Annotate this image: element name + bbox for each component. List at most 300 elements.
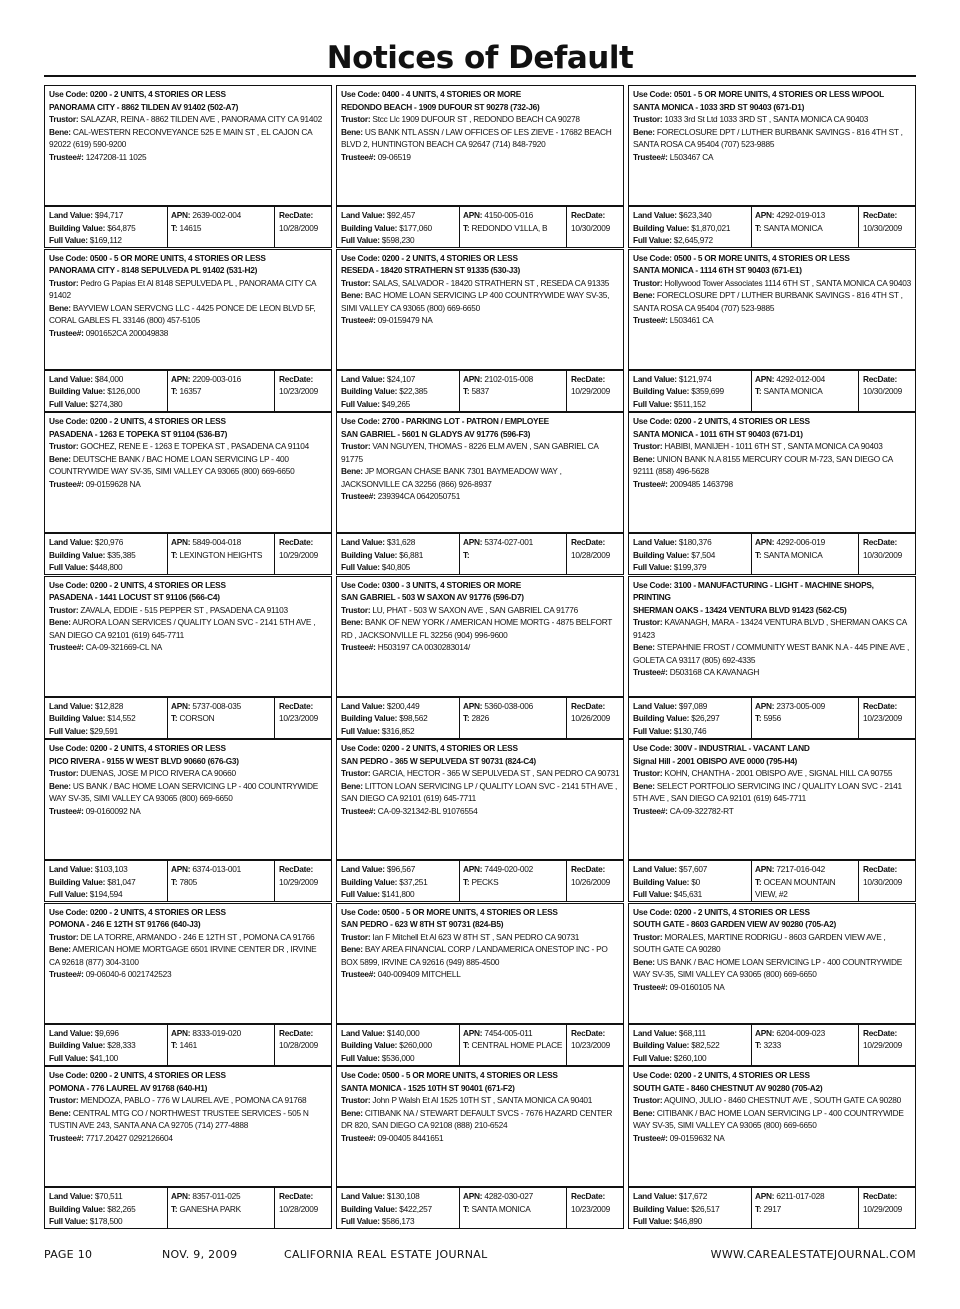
trustor-line — [633, 931, 912, 956]
full-value-field — [49, 725, 167, 738]
recdate-label: RecDate: — [863, 864, 897, 874]
tract-value: 14615 — [177, 222, 202, 233]
apn-label: APN: — [755, 1027, 775, 1038]
trustor-value: MORALES, MARTINE RODRIGU - 8603 GARDEN VIEW AVE , SOUTH GATE CA 90280 — [633, 931, 886, 954]
notice-entry — [336, 412, 624, 575]
use-code: Use Code: 0200 - 2 UNITS, 4 STORIES OR LESS — [49, 1070, 226, 1080]
tract-field — [171, 1203, 274, 1216]
recdate-label: RecDate: — [571, 1191, 605, 1201]
tract-label: T: — [171, 713, 178, 723]
use-code: Use Code: 300V - INDUSTRIAL - VACANT LAND — [633, 743, 810, 753]
tract-field — [171, 712, 274, 725]
building-value-label: Building Value: — [49, 876, 106, 887]
building-value-label: Building Value: — [341, 713, 398, 723]
trustee-label: Trustee#: — [49, 1132, 84, 1143]
values-col — [49, 863, 167, 901]
apn-field — [463, 1190, 566, 1203]
trustee-value: 09-0159479 NA — [375, 315, 433, 325]
apn-value: 2373-005-009 — [774, 700, 826, 711]
apn-field — [755, 373, 858, 386]
trustee-label: Trustee#: — [49, 478, 84, 489]
land-value-field — [633, 1190, 751, 1203]
apn-label: APN: — [755, 700, 775, 711]
full-value-value: $274,380 — [87, 398, 123, 409]
recdate-col — [860, 700, 915, 725]
land-value-label: Land Value: — [633, 1191, 677, 1201]
trustee-value: 09-0159628 NA — [83, 478, 141, 489]
notice-text — [336, 576, 624, 697]
values-col — [49, 700, 167, 738]
tract-field — [463, 712, 566, 725]
use-code: Use Code: 0500 - 5 OR MORE UNITS, 4 STORIES OR LESS — [49, 252, 266, 263]
apn-value: 8333-019-020 — [190, 1027, 242, 1038]
building-value-label: Building Value: — [49, 222, 106, 233]
tract-value: 2826 — [469, 713, 489, 723]
full-value-field — [49, 1052, 167, 1065]
bene-value: FORECLOSURE DPT / LUTHER BURBANK SAVINGS - 816 4TH ST , SANTA ROSA CA 95404 (707) 523-9885 — [633, 126, 903, 149]
values-col — [49, 373, 167, 411]
property-address: SAN GABRIEL - 5601 N GLADYS AV 91776 (596-F3) — [341, 428, 531, 439]
full-value-label: Full Value: — [49, 562, 88, 572]
bene-label: Bene: — [49, 302, 71, 313]
land-value-label: Land Value: — [49, 537, 93, 547]
tract-value: SANTA MONICA — [761, 549, 823, 560]
recdate-value: 10/28/2009 — [279, 222, 319, 233]
full-value-label: Full Value: — [49, 1216, 88, 1226]
building-value-field — [633, 222, 751, 235]
apn-col — [167, 1025, 275, 1065]
trustor-line — [49, 1094, 328, 1107]
trustee-line — [633, 981, 912, 994]
trustee-label: Trustee#: — [633, 1132, 668, 1143]
building-value-value: $82,265 — [105, 1203, 136, 1214]
recdate-col — [568, 863, 623, 888]
recdate-col — [568, 373, 623, 398]
land-value-field — [633, 863, 751, 876]
apn-field — [463, 209, 566, 222]
notice-entry — [44, 1066, 332, 1229]
land-value-value: $92,457 — [384, 210, 416, 220]
tract-value: SANTA MONICA — [469, 1203, 531, 1214]
trustor-value: GARCIA, HECTOR - 365 W SEPULVEDA ST , SAN PEDRO CA 90731 — [370, 768, 620, 778]
notice-text — [336, 85, 624, 206]
trustee-line — [49, 968, 328, 981]
apn-label: APN: — [755, 373, 775, 384]
apn-col — [167, 534, 275, 574]
full-value-value: $49,265 — [379, 398, 411, 409]
recdate-label: RecDate: — [863, 1027, 897, 1038]
trustee-line — [633, 151, 912, 164]
full-value-label: Full Value: — [49, 725, 88, 736]
building-value-field — [49, 712, 167, 725]
tract-field — [463, 1203, 566, 1216]
apn-field — [171, 700, 274, 713]
tract-field — [171, 222, 274, 235]
trustee-label: Trustee#: — [49, 642, 84, 652]
land-value-value: $84,000 — [92, 373, 124, 384]
building-value-field — [341, 1203, 459, 1216]
apn-value: 7217-016-042 — [774, 864, 826, 874]
notice-entry — [336, 85, 624, 248]
building-value-label: Building Value: — [633, 1040, 690, 1050]
apn-label: APN: — [463, 1027, 483, 1038]
tract-label: T: — [755, 713, 762, 723]
column-2 — [336, 85, 624, 1230]
apn-field — [755, 863, 858, 876]
full-value-field — [341, 888, 459, 901]
trustor-label: Trustor: — [49, 931, 79, 942]
apn-label: APN: — [171, 864, 191, 874]
use-code: Use Code: 0500 - 5 OR MORE UNITS, 4 STORIES OR LESS — [341, 1070, 558, 1080]
use-code: Use Code: 0200 - 2 UNITS, 4 STORIES OR LESS — [49, 743, 226, 753]
bene-label: Bene: — [341, 944, 363, 954]
trustee-value: 09-0160105 NA — [667, 981, 725, 992]
trustee-label: Trustee#: — [341, 315, 376, 325]
full-value-label: Full Value: — [633, 725, 672, 736]
recdate-label: RecDate: — [571, 700, 605, 711]
apn-col — [751, 861, 859, 901]
building-value-value: $81,047 — [105, 876, 136, 887]
full-value-field — [341, 234, 459, 247]
trustee-line — [49, 641, 328, 654]
notice-text — [336, 1066, 624, 1187]
trustor-label: Trustor: — [341, 441, 371, 451]
property-address: REDONDO BEACH - 1909 DUFOUR ST 90278 (732-J6) — [341, 101, 540, 112]
trustee-line — [341, 968, 620, 981]
trustee-line — [633, 1132, 912, 1145]
bene-line — [341, 126, 620, 151]
apn-col — [167, 371, 275, 411]
full-value-label: Full Value: — [633, 562, 672, 572]
bene-line — [341, 943, 620, 968]
trustee-value: 09-06519 — [375, 151, 411, 162]
notice-text — [44, 903, 332, 1024]
land-value-value: $130,108 — [384, 1191, 420, 1201]
tract-label: T: — [171, 386, 178, 396]
trustee-line — [341, 805, 620, 818]
tract-label: T: — [755, 1203, 762, 1214]
land-value-field — [633, 1027, 751, 1040]
tract-field — [463, 549, 566, 562]
land-value-label: Land Value: — [49, 1027, 93, 1038]
property-address: SANTA MONICA - 1033 3RD ST 90403 (671-D1) — [633, 101, 805, 112]
bene-value: US BANK NTL ASSN / LAW OFFICES OF LES ZIEVE - 17682 BEACH BLVD 2, HUNTINGTON BEACH CA 92647 (714) 848-7920 — [341, 126, 612, 149]
use-code: Use Code: 0200 - 2 UNITS, 4 STORIES OR LESS — [49, 89, 226, 99]
building-value-value: $126,000 — [105, 386, 140, 396]
apn-field — [171, 536, 274, 549]
bene-value: BAYVIEW LOAN SERVCNG LLC - 4425 PONCE DE LEON BLVD 5F, CORAL GABLES FL 33146 (800) 457-5105 — [49, 302, 316, 325]
values-col — [341, 373, 459, 411]
land-value-label: Land Value: — [49, 700, 93, 711]
trustor-line — [49, 440, 328, 453]
apn-field — [755, 209, 858, 222]
notice-values — [628, 206, 916, 248]
trustee-value: 09-0159632 NA — [667, 1132, 725, 1143]
apn-value: 2639-002-004 — [190, 210, 242, 220]
bene-label: Bene: — [49, 1107, 71, 1118]
property-address: SANTA MONICA - 1114 6TH ST 90403 (671-E1) — [633, 265, 802, 275]
bene-label: Bene: — [633, 642, 655, 652]
trustor-label: Trustor: — [341, 114, 371, 124]
building-value-field — [633, 1039, 751, 1052]
land-value-field — [633, 536, 751, 549]
bene-value: LITTON LOAN SERVICING LP / QUALITY LOAN SVC - 2141 5TH AVE , SAN DIEGO CA 92101 (619) 645-7711 — [341, 780, 618, 803]
tract-field — [171, 876, 274, 889]
notice-entry — [44, 739, 332, 902]
trustor-value: AQUINO, JULIO - 8460 CHESTNUT AVE , SOUTH GATE CA 90280 — [662, 1095, 902, 1105]
notice-text — [44, 249, 332, 370]
apn-col — [459, 861, 567, 901]
trustor-value: ZAVALA, EDDIE - 515 PEPPER ST , PASADENA CA 91103 — [78, 604, 288, 615]
tract-value: 2917 — [761, 1203, 781, 1214]
property-address: SAN PEDRO - 623 W 8TH ST 90731 (824-B5) — [341, 919, 504, 929]
recdate-value: 10/28/2009 — [279, 1040, 319, 1050]
apn-col — [459, 1025, 567, 1065]
land-value-field — [49, 536, 167, 549]
recdate-label: RecDate: — [863, 1191, 897, 1201]
trustee-line — [633, 666, 912, 679]
apn-col — [167, 698, 275, 738]
trustee-line — [341, 1132, 620, 1145]
bene-line — [341, 289, 620, 314]
full-value-field — [341, 398, 459, 411]
building-value-value: $64,875 — [105, 222, 136, 233]
notice-values — [336, 370, 624, 412]
recdate-col — [276, 863, 331, 888]
land-value-value: $24,107 — [384, 373, 416, 384]
land-value-label: Land Value: — [633, 537, 677, 547]
notice-values — [336, 533, 624, 575]
full-value-field — [633, 398, 751, 411]
trustee-value: D503168 CA KAVANAGH — [667, 667, 760, 677]
trustee-line — [633, 805, 912, 818]
full-value-label: Full Value: — [341, 398, 380, 409]
full-value-field — [49, 398, 167, 411]
bene-line — [49, 126, 328, 151]
trustor-label: Trustor: — [49, 604, 79, 615]
values-col — [633, 209, 751, 247]
full-value-label: Full Value: — [49, 1052, 88, 1063]
recdate-label: RecDate: — [571, 373, 605, 384]
tract-label: T: — [755, 222, 762, 233]
notices-grid — [44, 85, 916, 1230]
recdate-value: 10/28/2009 — [571, 549, 611, 560]
notice-values — [44, 860, 332, 902]
recdate-value: 10/23/2009 — [863, 713, 903, 723]
building-value-value: $422,257 — [397, 1203, 432, 1214]
building-value-value: $6,881 — [397, 549, 424, 560]
land-value-value: $97,089 — [676, 700, 708, 711]
use-code: Use Code: 0200 - 2 UNITS, 4 STORIES OR LESS — [341, 743, 518, 753]
values-col — [633, 373, 751, 411]
building-value-label: Building Value: — [633, 222, 690, 233]
trustor-label: Trustor: — [49, 1095, 79, 1105]
land-value-field — [49, 209, 167, 222]
notice-entry — [628, 1066, 916, 1229]
trustor-value: DUENAS, JOSE M PICO RIVERA CA 90660 — [78, 768, 236, 778]
full-value-label: Full Value: — [633, 235, 672, 245]
values-col — [341, 1027, 459, 1065]
column-1 — [44, 85, 332, 1230]
full-value-label: Full Value: — [341, 1052, 380, 1063]
apn-field — [463, 373, 566, 386]
building-value-field — [633, 876, 751, 889]
page-title: Notices of Default — [326, 40, 634, 76]
trustee-label: Trustee#: — [341, 969, 376, 979]
apn-col — [459, 207, 567, 247]
tract-field — [171, 1039, 274, 1052]
land-value-field — [49, 1190, 167, 1203]
tract-label: T: — [463, 549, 470, 560]
use-code: Use Code: 0200 - 2 UNITS, 4 STORIES OR LESS — [633, 906, 810, 917]
property-address: Signal Hill - 2001 OBISPO AVE 0000 (795-H4) — [633, 755, 798, 766]
bene-line — [49, 1107, 328, 1132]
land-value-value: $20,976 — [92, 537, 124, 547]
trustor-label: Trustor: — [49, 114, 79, 124]
recdate-value: 10/30/2009 — [863, 222, 903, 233]
trustor-label: Trustor: — [341, 604, 371, 615]
bene-value: FORECLOSURE DPT / LUTHER BURBANK SAVINGS - 816 4TH ST , SANTA ROSA CA 95404 (707) 523-9885 — [633, 290, 903, 313]
use-code: Use Code: 0400 - 4 UNITS, 4 STORIES OR MORE — [341, 89, 521, 99]
recdate-value: 10/29/2009 — [279, 876, 319, 887]
building-value-value: $26,517 — [689, 1203, 720, 1214]
full-value-field — [633, 1215, 751, 1228]
land-value-label: Land Value: — [341, 537, 385, 547]
building-value-field — [633, 549, 751, 562]
recdate-col — [568, 209, 623, 234]
full-value-label: Full Value: — [49, 889, 88, 899]
building-value-field — [341, 876, 459, 889]
bene-line — [633, 453, 912, 478]
full-value-field — [341, 725, 459, 738]
trustor-line — [341, 604, 620, 617]
trustor-value: Pedro G Papias Et Al 8148 SEPULVEDA PL , PANORAMA CITY CA 91402 — [49, 277, 316, 300]
apn-col — [751, 207, 859, 247]
land-value-value: $9,696 — [92, 1027, 119, 1038]
recdate-col — [860, 863, 915, 888]
bene-line — [341, 616, 620, 641]
notice-entry — [44, 412, 332, 575]
property-address: PASADENA - 1441 LOCUST ST 91106 (566-C4) — [49, 592, 220, 602]
values-col — [49, 1027, 167, 1065]
trustor-line — [49, 113, 328, 126]
use-code: Use Code: 3100 - MANUFACTURING - LIGHT - MACHINE SHOPS, PRINTING — [633, 579, 874, 602]
property-address: PANORAMA CITY - 8862 TILDEN AV 91402 (502-A7) — [49, 101, 239, 112]
trustee-label: Trustee#: — [341, 491, 376, 501]
apn-label: APN: — [463, 537, 483, 547]
tract-field — [755, 549, 858, 562]
tract-value: 5956 — [761, 713, 781, 723]
trustor-value: Ian F Mitchell Et Al 623 W 8TH ST , SAN PEDRO CA 90731 — [370, 931, 580, 942]
land-value-value: $180,376 — [676, 537, 712, 547]
recdate-col — [568, 1027, 623, 1052]
land-value-value: $31,628 — [384, 537, 416, 547]
values-col — [341, 209, 459, 247]
trustor-label: Trustor: — [49, 768, 79, 778]
land-value-field — [341, 1190, 459, 1203]
trustor-line — [49, 604, 328, 617]
recdate-col — [276, 700, 331, 725]
bene-label: Bene: — [49, 780, 71, 791]
recdate-col — [860, 209, 915, 234]
property-address: SHERMAN OAKS - 13424 VENTURA BLVD 91423 (562-C5) — [633, 604, 847, 615]
trustee-value: CA-09-322782-RT — [667, 805, 734, 816]
values-col — [49, 209, 167, 247]
land-value-value: $94,717 — [92, 210, 124, 220]
building-value-field — [49, 549, 167, 562]
full-value-label: Full Value: — [341, 889, 380, 899]
building-value-field — [49, 1203, 167, 1216]
values-col — [49, 1190, 167, 1228]
full-value-field — [633, 561, 751, 574]
building-value-field — [49, 876, 167, 889]
column-3 — [628, 85, 916, 1230]
recdate-col — [860, 1190, 915, 1215]
apn-col — [459, 1188, 567, 1228]
building-value-label: Building Value: — [633, 713, 690, 723]
use-code: Use Code: 0200 - 2 UNITS, 4 STORIES OR LESS — [633, 416, 810, 426]
building-value-value: $35,385 — [105, 549, 136, 560]
values-col — [49, 536, 167, 574]
apn-value: 6204-009-023 — [774, 1027, 826, 1038]
recdate-col — [276, 209, 331, 234]
notice-values — [336, 1187, 624, 1229]
trustee-line — [341, 314, 620, 327]
recdate-value: 10/23/2009 — [571, 1040, 611, 1050]
full-value-field — [633, 234, 751, 247]
building-value-value: $37,251 — [397, 876, 428, 887]
bene-label: Bene: — [633, 290, 655, 300]
footer-publication: CALIFORNIA REAL ESTATE JOURNAL — [284, 1248, 488, 1261]
bene-line — [633, 956, 912, 981]
use-code: Use Code: 0500 - 5 OR MORE UNITS, 4 STORIES OR LESS — [633, 252, 850, 263]
trustor-label: Trustor: — [341, 768, 371, 778]
land-value-field — [49, 700, 167, 713]
apn-field — [755, 1190, 858, 1203]
recdate-label: RecDate: — [279, 537, 313, 547]
values-col — [633, 536, 751, 574]
tract-value: 16357 — [177, 386, 202, 396]
notice-values — [628, 1024, 916, 1066]
trustee-line — [49, 327, 328, 340]
full-value-value: $199,379 — [671, 562, 707, 572]
bene-value: BAY AREA FINANCIAL CORP / LANDAMERICA ONESTOP INC - PO BOX 5899, IRVINE CA 92616 (949) 885-4500 — [341, 944, 608, 967]
trustee-value: 09-0160092 NA — [83, 805, 141, 816]
building-value-label: Building Value: — [633, 386, 690, 396]
trustee-value: 239394CA 0642050751 — [375, 491, 461, 501]
bene-line — [633, 780, 912, 805]
recdate-col — [860, 373, 915, 398]
land-value-label: Land Value: — [633, 1027, 677, 1038]
tract-value: CORSON — [177, 713, 215, 723]
land-value-label: Land Value: — [341, 864, 385, 874]
recdate-label: RecDate: — [279, 1191, 313, 1201]
apn-col — [459, 371, 567, 411]
recdate-col — [276, 1027, 331, 1052]
notice-entry — [628, 85, 916, 248]
notice-text — [628, 903, 916, 1024]
trustor-value: LU, PHAT - 503 W SAXON AVE , SAN GABRIEL CA 91776 — [370, 604, 578, 615]
apn-value: 4150-005-016 — [482, 210, 534, 220]
bene-label: Bene: — [633, 780, 655, 791]
full-value-value: $130,746 — [671, 725, 707, 736]
apn-label: APN: — [171, 373, 191, 384]
building-value-value: $14,552 — [105, 713, 136, 723]
full-value-value: $46,890 — [671, 1216, 703, 1226]
full-value-label: Full Value: — [633, 1052, 672, 1063]
tract-value: 5837 — [469, 386, 489, 396]
building-value-field — [633, 385, 751, 398]
